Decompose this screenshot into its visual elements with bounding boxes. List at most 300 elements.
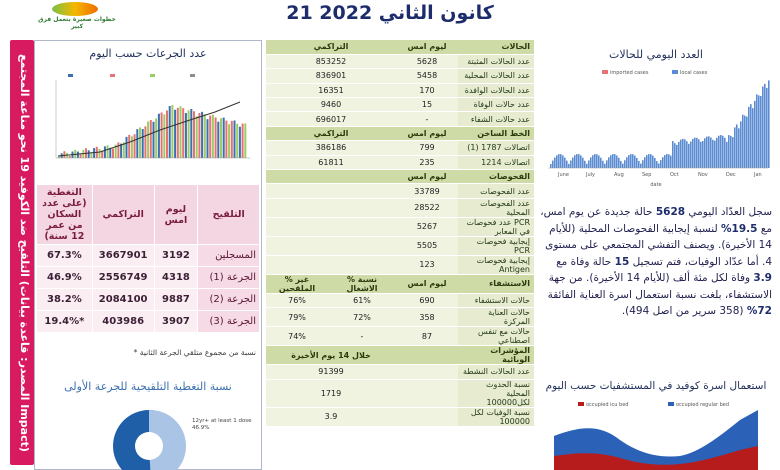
daily-case-bar bbox=[656, 161, 658, 168]
dose-bar bbox=[107, 145, 109, 158]
daily-case-bar bbox=[550, 164, 552, 168]
stats-label: عدد حالات الشفاء bbox=[458, 112, 534, 126]
daily-case-bar bbox=[690, 141, 692, 168]
daily-case-bar bbox=[736, 124, 738, 168]
dose-bar bbox=[212, 115, 214, 158]
daily-case-bar bbox=[616, 155, 618, 168]
stats-row bbox=[266, 198, 534, 217]
daily-case-bar bbox=[668, 154, 670, 168]
statistics-table bbox=[266, 40, 534, 427]
stats-cell: 799 bbox=[396, 141, 458, 155]
dose-bar bbox=[171, 105, 173, 158]
month-tick-label: June bbox=[558, 172, 569, 178]
dose-bar bbox=[150, 120, 152, 158]
report-date: 21 كانون الثاني 2022 bbox=[286, 2, 494, 24]
dose-bar bbox=[198, 113, 200, 158]
dose-bar bbox=[231, 121, 233, 158]
dose-bar bbox=[177, 108, 179, 158]
daily-case-bar bbox=[624, 160, 626, 168]
stats-row bbox=[266, 365, 534, 379]
stats-cell: 61% bbox=[328, 293, 396, 307]
stats-label: الاستشفاء bbox=[458, 274, 534, 293]
daily-case-bar bbox=[710, 138, 712, 168]
stats-row bbox=[266, 346, 534, 365]
stats-label: نسبة الوفيات لكل 100000 bbox=[458, 407, 534, 426]
month-tick-label: Dec bbox=[726, 172, 736, 178]
daily-case-bar bbox=[622, 164, 624, 168]
stats-cell bbox=[396, 365, 458, 379]
stats-cell: 79% bbox=[266, 308, 328, 327]
para-text: حالة جديدة عن يوم امس، مع bbox=[540, 206, 772, 235]
daily-case-bar bbox=[580, 155, 582, 168]
cumulative-cell: 403986 bbox=[92, 311, 154, 333]
daily-case-bar bbox=[628, 155, 630, 168]
daily-case-bar bbox=[620, 161, 622, 168]
daily-case-bar bbox=[672, 141, 674, 168]
daily-case-bar bbox=[702, 141, 704, 168]
dose-bar bbox=[69, 156, 71, 158]
stats-cell: 235 bbox=[396, 155, 458, 169]
daily-case-bar bbox=[638, 161, 640, 168]
dose-bar bbox=[166, 111, 168, 158]
dose-bar bbox=[144, 126, 146, 158]
stats-row bbox=[266, 69, 534, 83]
stats-cell bbox=[396, 407, 458, 426]
dose-bar bbox=[196, 116, 198, 158]
stats-cell: 5458 bbox=[396, 69, 458, 83]
para-text: حالة وفاة مع bbox=[556, 255, 615, 268]
dose-bar bbox=[209, 116, 211, 158]
stats-cell: التراكمي bbox=[266, 40, 396, 54]
dose-bar bbox=[215, 117, 217, 158]
para-text: وفاة لكل مئة ألف (للأيام 14 الأخيرة). من جهة الاستشفاء، بلغت نسبة استعمال اسرة العناية الفائقة bbox=[547, 272, 772, 301]
daily-case-bar bbox=[568, 164, 570, 168]
stats-row bbox=[266, 274, 534, 293]
stats-row bbox=[266, 170, 534, 184]
daily-case-bar bbox=[678, 142, 680, 168]
stats-row bbox=[266, 126, 534, 140]
daily-case-bar bbox=[756, 94, 758, 168]
stats-row bbox=[266, 255, 534, 274]
dose-bar bbox=[80, 154, 82, 158]
stats-cell: 1719 bbox=[266, 379, 396, 407]
daily-case-bar bbox=[682, 139, 684, 168]
month-tick-label: Nov bbox=[698, 172, 708, 178]
daily-case-bar bbox=[742, 115, 744, 168]
daily-case-bar bbox=[570, 160, 572, 168]
stats-label: نسبة الحدوث المحلية لكل100000 bbox=[458, 379, 534, 407]
stats-cell: 386186 bbox=[266, 141, 396, 155]
stats-label: حالات الاستشفاء bbox=[458, 293, 534, 307]
para-text: لنسبة إيجابية الفحوصات المحلية (للأيام 14 الأخيرة). ويصنف التفشي المجتمعي على مستوى 4. أما عدّاد الوفيات، فتم تسجيل bbox=[545, 222, 772, 268]
dose-bar bbox=[155, 118, 157, 158]
daily-case-bar bbox=[728, 135, 730, 168]
stats-cell: 696017 bbox=[266, 112, 396, 126]
stats-label: حالات العناية المركزة bbox=[458, 308, 534, 327]
daily-case-bar bbox=[586, 164, 588, 168]
dose-bar bbox=[236, 124, 238, 158]
para-value: 72% bbox=[746, 305, 772, 317]
stats-cell: 9460 bbox=[266, 98, 396, 112]
stats-cell bbox=[266, 170, 396, 184]
cumulative-cell: 2084100 bbox=[92, 289, 154, 311]
dose-bar bbox=[204, 114, 206, 158]
daily-case-bar bbox=[560, 154, 562, 168]
daily-case-bar bbox=[680, 140, 682, 168]
daily-case-bar bbox=[698, 139, 700, 168]
logo-text: خطوات صغيرة بتعمل فرق كبير bbox=[38, 16, 116, 30]
daily-case-bar bbox=[636, 158, 638, 168]
stats-cell: 170 bbox=[396, 83, 458, 97]
hospital-beds-chart bbox=[540, 396, 772, 470]
dose-bar bbox=[207, 119, 209, 158]
dose-bar bbox=[217, 122, 219, 158]
para-value: 19.5% bbox=[720, 222, 758, 235]
stats-cell: 28522 bbox=[396, 198, 458, 217]
stats-cell: 3.9 bbox=[266, 407, 396, 426]
dose-bar bbox=[228, 124, 230, 158]
dose-bar bbox=[225, 121, 227, 158]
col-coverage: التغطية (على عدد السكان من عمر 12 سنة) bbox=[37, 185, 93, 245]
daily-case-bar bbox=[654, 158, 656, 168]
col-cumulative: التراكمي bbox=[92, 185, 154, 245]
dose-bar bbox=[158, 114, 160, 158]
dose-bar bbox=[161, 113, 163, 158]
para-text: (358 سرير من اصل 494). bbox=[621, 305, 747, 317]
stats-row bbox=[266, 236, 534, 255]
dose-bar bbox=[131, 136, 133, 158]
stats-cell: 72% bbox=[328, 308, 396, 327]
table-row bbox=[37, 289, 260, 311]
daily-case-bar bbox=[688, 144, 690, 168]
daily-case-bar bbox=[712, 140, 714, 168]
daily-case-bar bbox=[662, 157, 664, 168]
legend-local: local cases bbox=[680, 70, 708, 76]
stats-cell bbox=[266, 217, 396, 236]
stats-cell: 16351 bbox=[266, 83, 396, 97]
stats-cell: 91399 bbox=[266, 365, 396, 379]
dose-bar bbox=[180, 106, 182, 158]
daily-case-bar bbox=[612, 154, 614, 168]
stats-label: عدد الفحوصات bbox=[458, 184, 534, 198]
dose-bar bbox=[120, 144, 122, 158]
daily-case-bar bbox=[726, 142, 728, 168]
daily-case-bar bbox=[766, 88, 768, 168]
daily-case-bar bbox=[716, 138, 718, 168]
para-value: 5628 bbox=[655, 206, 686, 218]
stats-cell: 358 bbox=[396, 308, 458, 327]
dose-bar bbox=[134, 134, 136, 158]
daily-case-bar bbox=[720, 135, 722, 168]
coverage-cell: 19.4%* bbox=[37, 311, 93, 333]
dose-bar bbox=[136, 129, 138, 158]
row-label: الجرعة (2) bbox=[198, 289, 260, 311]
daily-case-bar bbox=[664, 155, 666, 168]
dose-bar bbox=[201, 112, 203, 158]
stats-cell: خلال 14 يوم الأخيرة bbox=[266, 346, 396, 365]
statistics-panel bbox=[266, 40, 534, 470]
stats-cell: 76% bbox=[266, 293, 328, 307]
daily-case-bar bbox=[630, 154, 632, 168]
header bbox=[0, 0, 780, 34]
stats-cell: 15 bbox=[396, 98, 458, 112]
col-yesterday: ليوم امس bbox=[154, 185, 198, 245]
stats-label: اتصالات 1214 bbox=[458, 155, 534, 169]
stats-label: عدد الحالات المثبتة bbox=[458, 54, 534, 68]
row-label: الجرعة (3) bbox=[198, 311, 260, 333]
stats-label: عدد الحالات المحلية bbox=[458, 69, 534, 83]
dose-bar bbox=[109, 148, 111, 158]
month-tick-label: Sep bbox=[642, 172, 652, 178]
stats-label: عدد الفحوصات المحلية bbox=[458, 198, 534, 217]
yesterday-cell: 3907 bbox=[154, 311, 198, 333]
stats-cell bbox=[266, 184, 396, 198]
stats-row bbox=[266, 54, 534, 68]
daily-case-bar bbox=[750, 104, 752, 168]
daily-case-bar bbox=[584, 161, 586, 168]
daily-case-bar bbox=[604, 164, 606, 168]
stats-cell: % نسبة الاشغال bbox=[328, 274, 396, 293]
yesterday-cell: 4318 bbox=[154, 267, 198, 289]
dose-bar bbox=[190, 109, 192, 158]
vaccination-table bbox=[36, 184, 260, 333]
stats-cell: - bbox=[328, 327, 396, 346]
daily-case-bar bbox=[694, 138, 696, 168]
daily-case-bar bbox=[598, 155, 600, 168]
stats-row bbox=[266, 40, 534, 54]
daily-case-bar bbox=[650, 154, 652, 168]
daily-case-bar bbox=[590, 157, 592, 168]
daily-case-bar bbox=[614, 154, 616, 168]
dose-bar bbox=[142, 129, 144, 158]
stats-cell: % غير الملقحين bbox=[266, 274, 328, 293]
dose-bar bbox=[239, 127, 241, 158]
stats-cell: 690 bbox=[396, 293, 458, 307]
dose-bar bbox=[126, 137, 128, 158]
stats-cell bbox=[396, 346, 458, 365]
dose-bar bbox=[188, 110, 190, 158]
stats-cell: 5267 bbox=[396, 217, 458, 236]
coverage-cell: 38.2% bbox=[37, 289, 93, 311]
daily-case-bar bbox=[564, 158, 566, 168]
dose-bar bbox=[153, 122, 155, 158]
daily-case-bar bbox=[758, 95, 760, 168]
coverage-cell: 46.9% bbox=[37, 267, 93, 289]
daily-case-bar bbox=[746, 117, 748, 168]
daily-case-bar bbox=[644, 157, 646, 168]
daily-case-bar bbox=[600, 158, 602, 168]
table-row bbox=[37, 311, 260, 333]
row-label: المسجلين bbox=[198, 245, 260, 267]
stats-label: اتصالات 1787 (1) bbox=[458, 141, 534, 155]
coverage-cell: 67.3% bbox=[37, 245, 93, 267]
daily-case-bar bbox=[670, 156, 672, 168]
stats-cell: التراكمي bbox=[266, 126, 396, 140]
dose-bar bbox=[242, 124, 244, 158]
daily-case-bar bbox=[640, 164, 642, 168]
stats-label: عدد حالات الوفاة bbox=[458, 98, 534, 112]
dose-bar bbox=[244, 123, 246, 158]
dose-bar bbox=[77, 152, 79, 158]
daily-case-bar bbox=[740, 121, 742, 168]
stats-row bbox=[266, 293, 534, 307]
stats-row bbox=[266, 98, 534, 112]
stats-row bbox=[266, 112, 534, 126]
daily-case-bar bbox=[686, 141, 688, 168]
dose-bar bbox=[88, 150, 90, 158]
daily-case-bar bbox=[764, 84, 766, 168]
daily-case-bar bbox=[562, 155, 564, 168]
legend-regular: occupied regular bed bbox=[676, 402, 730, 408]
daily-case-bar bbox=[552, 161, 554, 168]
stats-cell: ليوم امس bbox=[396, 40, 458, 54]
stats-label: الحالات bbox=[458, 40, 534, 54]
dose-bar bbox=[117, 142, 119, 158]
dose-bar bbox=[112, 149, 114, 158]
pie-title: نسبة التغطية التلقيحية للجرعة الأولى bbox=[64, 380, 232, 393]
daily-case-bar bbox=[578, 154, 580, 168]
daily-case-bar bbox=[714, 141, 716, 168]
daily-case-bar bbox=[606, 160, 608, 168]
daily-case-bar bbox=[632, 154, 634, 168]
month-tick-label: Jan bbox=[754, 172, 762, 178]
daily-case-bar bbox=[626, 157, 628, 168]
month-tick-label: July bbox=[586, 172, 595, 178]
stats-cell: ليوم امس bbox=[396, 126, 458, 140]
stats-cell: 61811 bbox=[266, 155, 396, 169]
stats-cell: 5505 bbox=[396, 236, 458, 255]
stats-row bbox=[266, 379, 534, 407]
daily-case-bar bbox=[724, 138, 726, 168]
daily-case-bar bbox=[696, 138, 698, 168]
stats-label: حالات مع تنفس اصطناعي bbox=[458, 327, 534, 346]
stats-cell: 33789 bbox=[396, 184, 458, 198]
daily-case-bar bbox=[738, 128, 740, 168]
daily-case-bar bbox=[760, 96, 762, 168]
summary-paragraph bbox=[540, 204, 772, 320]
stats-cell bbox=[396, 379, 458, 407]
daily-case-bar bbox=[732, 137, 734, 168]
stats-cell bbox=[266, 198, 396, 217]
daily-case-bar bbox=[648, 154, 650, 168]
dose-bar bbox=[174, 110, 176, 158]
daily-case-bar bbox=[602, 161, 604, 168]
dose-bar bbox=[185, 113, 187, 158]
daily-case-bar bbox=[566, 161, 568, 168]
month-tick-label: Oct bbox=[670, 172, 679, 178]
stats-cell bbox=[266, 236, 396, 255]
first-dose-coverage-pie bbox=[94, 398, 204, 470]
table-row bbox=[37, 267, 260, 289]
daily-case-bar bbox=[730, 136, 732, 168]
daily-case-bar bbox=[676, 145, 678, 168]
daily-case-bar bbox=[674, 143, 676, 168]
daily-case-bar bbox=[744, 116, 746, 168]
daily-case-bar bbox=[572, 157, 574, 168]
daily-case-bar bbox=[718, 136, 720, 168]
stats-label: الفحوصات bbox=[458, 170, 534, 184]
table-row bbox=[37, 245, 260, 267]
yesterday-cell: 3192 bbox=[154, 245, 198, 267]
daily-case-bar bbox=[722, 136, 724, 168]
stats-cell: - bbox=[396, 112, 458, 126]
stats-row bbox=[266, 83, 534, 97]
campaign-logo bbox=[34, 2, 120, 28]
cumulative-cell: 3667901 bbox=[92, 245, 154, 267]
doses-per-day-chart bbox=[40, 68, 254, 174]
side-banner-text: التلقيح ضد الكوفيد 19 نحو مناعة المجتمع (المصدر: قاعدة بيانات Impact) bbox=[18, 54, 31, 452]
stats-cell bbox=[266, 255, 396, 274]
footnote: * نسبة من مجموع متلقي الجرعة الثانية bbox=[133, 348, 256, 357]
dose-bar bbox=[169, 106, 171, 158]
stats-row bbox=[266, 155, 534, 169]
daily-case-bar bbox=[574, 155, 576, 168]
daily-case-bar bbox=[704, 138, 706, 168]
x-axis-label: date bbox=[650, 182, 662, 188]
dose-bar bbox=[139, 127, 141, 158]
daily-case-bar bbox=[588, 160, 590, 168]
daily-case-bar bbox=[592, 155, 594, 168]
daily-case-bar bbox=[558, 154, 560, 168]
pie-legend: 12yr+ at least 1 dose 46.9% bbox=[192, 418, 252, 431]
stats-row bbox=[266, 141, 534, 155]
stats-row bbox=[266, 407, 534, 426]
stats-cell: 836901 bbox=[266, 69, 396, 83]
stats-label: إيجابية فحوصات PCR bbox=[458, 236, 534, 255]
stats-cell: 74% bbox=[266, 327, 328, 346]
dose-bar bbox=[63, 151, 65, 158]
daily-case-bar bbox=[708, 136, 710, 168]
hospital-beds-title: استعمال اسرة كوفيد في المستشفيات حسب اليوم bbox=[545, 380, 767, 392]
stats-label: إيجابية فحوصات Antigen bbox=[458, 255, 534, 274]
para-value: 3.9 bbox=[753, 272, 772, 284]
daily-case-bar bbox=[734, 127, 736, 168]
col-label: التلقيح bbox=[198, 185, 260, 245]
daily-case-bar bbox=[658, 163, 660, 168]
para-value: 15 bbox=[614, 255, 630, 268]
daily-case-bar bbox=[706, 137, 708, 168]
stats-cell: ليوم امس bbox=[396, 170, 458, 184]
daily-case-bar bbox=[768, 80, 770, 168]
daily-case-bar bbox=[554, 158, 556, 168]
daily-case-bar bbox=[666, 154, 668, 168]
stats-label: المؤشرات الوبائية bbox=[458, 346, 534, 365]
dose-bar bbox=[182, 108, 184, 158]
daily-case-bar bbox=[634, 156, 636, 168]
cumulative-cell: 2556749 bbox=[92, 267, 154, 289]
stats-label: عدد الحالات النشطة bbox=[458, 365, 534, 379]
daily-case-bar bbox=[642, 160, 644, 168]
daily-case-bar bbox=[594, 154, 596, 168]
daily-case-bar bbox=[754, 101, 756, 168]
stats-row bbox=[266, 184, 534, 198]
daily-case-bar bbox=[556, 155, 558, 168]
daily-case-bar bbox=[608, 157, 610, 168]
stats-cell: 123 bbox=[396, 255, 458, 274]
daily-case-bar bbox=[596, 154, 598, 168]
daily-case-bar bbox=[646, 155, 648, 168]
stats-cell: 853252 bbox=[266, 54, 396, 68]
daily-case-bar bbox=[752, 108, 754, 168]
daily-case-bar bbox=[692, 139, 694, 168]
legend-imported: imported cases bbox=[610, 70, 649, 76]
dose-bar bbox=[128, 135, 130, 158]
daily-case-bar bbox=[610, 155, 612, 168]
stats-label: عدد فحوصات PCR في المعابر bbox=[458, 217, 534, 236]
dose-bar bbox=[234, 121, 236, 158]
stats-cell: ليوم امس bbox=[396, 274, 458, 293]
stats-cell: 5628 bbox=[396, 54, 458, 68]
